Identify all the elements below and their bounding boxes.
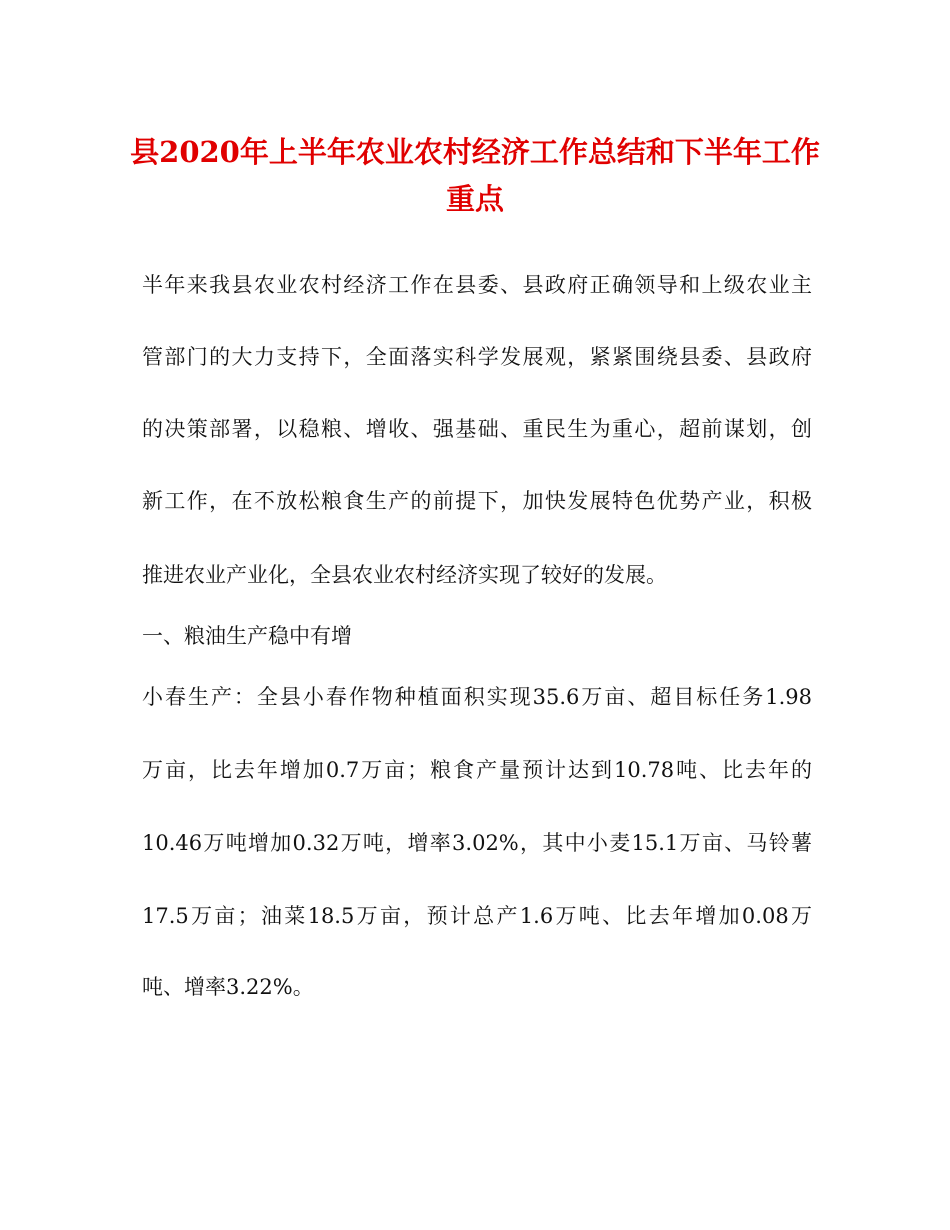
paragraph-line: 10.46万吨增加0.32万吨，增率3.02%，其中小麦15.1万亩、马铃薯 bbox=[142, 831, 812, 855]
paragraph-line: 万亩，比去年增加0.7万亩；粮食产量预计达到10.78吨、比去年的 bbox=[142, 758, 812, 782]
paragraph-line: 半年来我县农业农村经济工作在县委、县政府正确领导和上级农业主 bbox=[142, 273, 812, 297]
paragraph-line: 新工作，在不放松粮食生产的前提下，加快发展特色优势产业，积极 bbox=[142, 489, 812, 513]
paragraph-line: 小春生产：全县小春作物种植面积实现35.6万亩、超目标任务1.98 bbox=[142, 685, 812, 709]
document-title-line-1: 县2020年上半年农业农村经济工作总结和下半年工作 bbox=[130, 135, 820, 169]
section-heading: 一、粮油生产稳中有增 bbox=[142, 624, 352, 648]
document-title-line-2: 重点 bbox=[445, 182, 504, 216]
paragraph-line: 17.5万亩；油菜18.5万亩，预计总产1.6万吨、比去年增加0.08万 bbox=[142, 904, 812, 928]
paragraph-line: 推进农业产业化，全县农业农村经济实现了较好的发展。 bbox=[142, 563, 667, 587]
paragraph-line: 管部门的大力支持下，全面落实科学发展观，紧紧围绕县委、县政府 bbox=[142, 345, 812, 369]
paragraph-line: 吨、增率3.22%。 bbox=[142, 975, 314, 999]
paragraph-line: 的决策部署，以稳粮、增收、强基础、重民生为重心，超前谋划，创 bbox=[142, 417, 812, 441]
